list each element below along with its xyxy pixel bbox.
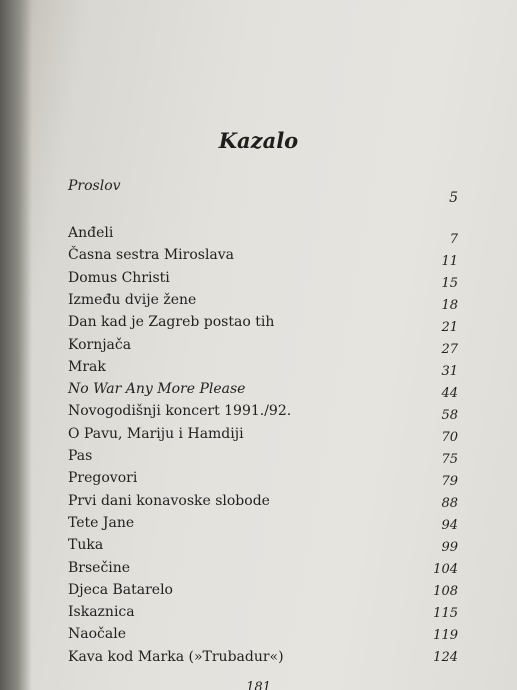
toc-entry-title: Anđeli <box>68 225 114 241</box>
toc-entry-title: O Pavu, Mariju i Hamdiji <box>68 425 244 442</box>
preface-title: Proslov <box>68 178 121 194</box>
toc-entry-title: Mrak <box>68 358 106 375</box>
toc-entry-page-number: 21 <box>441 320 458 335</box>
toc-entry-page-number: 70 <box>441 430 458 445</box>
toc-entry-title: Tuka <box>68 537 104 554</box>
toc-entry-title: Kornjača <box>68 336 132 353</box>
toc-entry-title: Dan kad je Zagreb postao tih <box>68 314 275 331</box>
toc-entry-title: Kava kod Marka (»Trubadur«) <box>68 648 284 665</box>
toc-entry-page-number: 99 <box>441 540 458 555</box>
toc-title: Kazalo <box>218 128 299 153</box>
page-folio: 181 <box>246 680 271 690</box>
toc-entry-title: Brsečine <box>68 559 131 576</box>
toc-entry-title: Pregovori <box>68 470 138 487</box>
toc-entry-title: Novogodišnji koncert 1991./92. <box>68 403 292 420</box>
toc-entry-title: Djeca Batarelo <box>68 581 173 598</box>
toc-entry-title: Prvi dani konavoske slobode <box>68 492 270 509</box>
toc-entry-page-number: 119 <box>433 628 458 643</box>
toc-entry-page-number: 79 <box>441 474 458 489</box>
toc-entry-title: Domus Christi <box>68 269 170 286</box>
toc-entry-page-number: 58 <box>441 408 458 423</box>
toc-entry-page-number: 31 <box>441 364 458 379</box>
toc-entry-page-number: 7 <box>449 232 458 247</box>
toc-entry-page-number: 108 <box>433 584 458 599</box>
toc-entry-title: Tete Jane <box>68 514 135 531</box>
preface-page-number: 5 <box>449 190 458 206</box>
toc-entry-page-number: 94 <box>441 518 458 533</box>
toc-entry-page-number: 124 <box>433 650 458 665</box>
toc-entry-title: Između dvije žene <box>68 291 197 308</box>
toc-entry-title: Pas <box>68 448 93 464</box>
toc-entry-page-number: 44 <box>441 386 458 401</box>
toc-entry-title: Iskaznica <box>68 604 135 621</box>
toc-entry-page-number: 11 <box>441 254 458 269</box>
toc-entry-page-number: 88 <box>441 496 458 511</box>
toc-entry-title: Časna sestra Miroslava <box>68 247 235 264</box>
toc-entry-page-number: 104 <box>433 562 458 577</box>
toc-entry-title: No War Any More Please <box>68 381 246 398</box>
toc-entry-page-number: 15 <box>441 276 458 291</box>
toc-entry-title: Naočale <box>68 626 126 643</box>
toc-entry-page-number: 75 <box>441 452 458 467</box>
toc-entry-page-number: 27 <box>441 342 458 357</box>
toc-entry-page-number: 115 <box>433 606 458 621</box>
toc-entry-page-number: 18 <box>441 298 458 313</box>
